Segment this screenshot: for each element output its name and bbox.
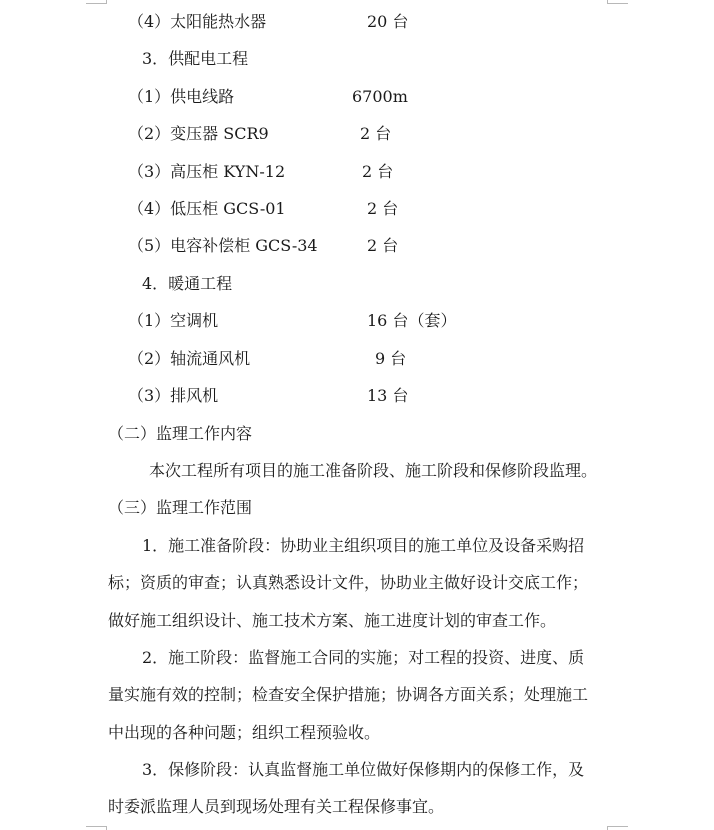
section-2-text: 本次工程所有项目的施工准备阶段、施工阶段和保修阶段监理。 [149,461,598,480]
power-item-qty: 2 台 [360,124,392,143]
crop-mark-bottom-left-h [86,826,106,827]
power-heading: 3．供配电工程 [142,49,249,68]
paragraph-2-line-2: 量实施有效的控制；检查安全保护措施；协调各方面关系；处理施工 [108,685,589,704]
paragraph-1-line-1: 1．施工准备阶段：协助业主组织项目的施工单位及设备采购招 [142,536,585,555]
crop-mark-top-right-v [607,0,608,4]
paragraph-3-line-2: 时委派监理人员到现场处理有关工程保修事宜。 [108,797,445,816]
solar-heater-qty: 20 台 [367,12,409,31]
solar-heater-label: （4）太阳能热水器 [128,12,267,31]
power-item-label: （5）电容补偿柜 GCS-34 [128,236,318,255]
power-item-label: （2）变压器 SCR9 [128,124,269,143]
crop-mark-top-left-v [106,0,107,4]
paragraph-1-line-3: 做好施工组织设计、施工技术方案、施工进度计划的审查工作。 [108,611,557,630]
hvac-heading: 4．暖通工程 [142,274,233,293]
hvac-item-qty: 9 台 [375,349,407,368]
crop-mark-top-right-h [608,3,628,4]
hvac-item-label: （2）轴流通风机 [128,349,251,368]
section-3-heading: （三）监理工作范围 [108,498,253,517]
power-item-qty: 6700m [352,87,408,106]
hvac-item-qty: 16 台（套） [367,311,457,330]
paragraph-2-line-1: 2．施工阶段：监督施工合同的实施；对工程的投资、进度、质 [142,648,585,667]
power-item-label: （1）供电线路 [128,87,235,106]
paragraph-3-line-1: 3．保修阶段：认真监督施工单位做好保修期内的保修工作，及 [142,760,585,779]
hvac-item-label: （1）空调机 [128,311,219,330]
paragraph-1-line-2: 标；资质的审查；认真熟悉设计文件，协助业主做好设计交底工作； [108,573,589,592]
crop-mark-bottom-right-v [607,826,608,830]
power-item-qty: 2 台 [367,199,399,218]
section-2-heading: （二）监理工作内容 [108,424,253,443]
crop-mark-top-left-h [86,3,106,4]
hvac-item-label: （3）排风机 [128,386,219,405]
paragraph-2-line-3: 中出现的各种问题；组织工程预验收。 [108,723,381,742]
power-item-label: （3）高压柜 KYN-12 [128,162,286,181]
hvac-item-qty: 13 台 [367,386,409,405]
power-item-label: （4）低压柜 GCS-01 [128,199,286,218]
power-item-qty: 2 台 [362,162,394,181]
power-item-qty: 2 台 [367,236,399,255]
crop-mark-bottom-left-v [106,826,107,830]
crop-mark-bottom-right-h [608,826,628,827]
